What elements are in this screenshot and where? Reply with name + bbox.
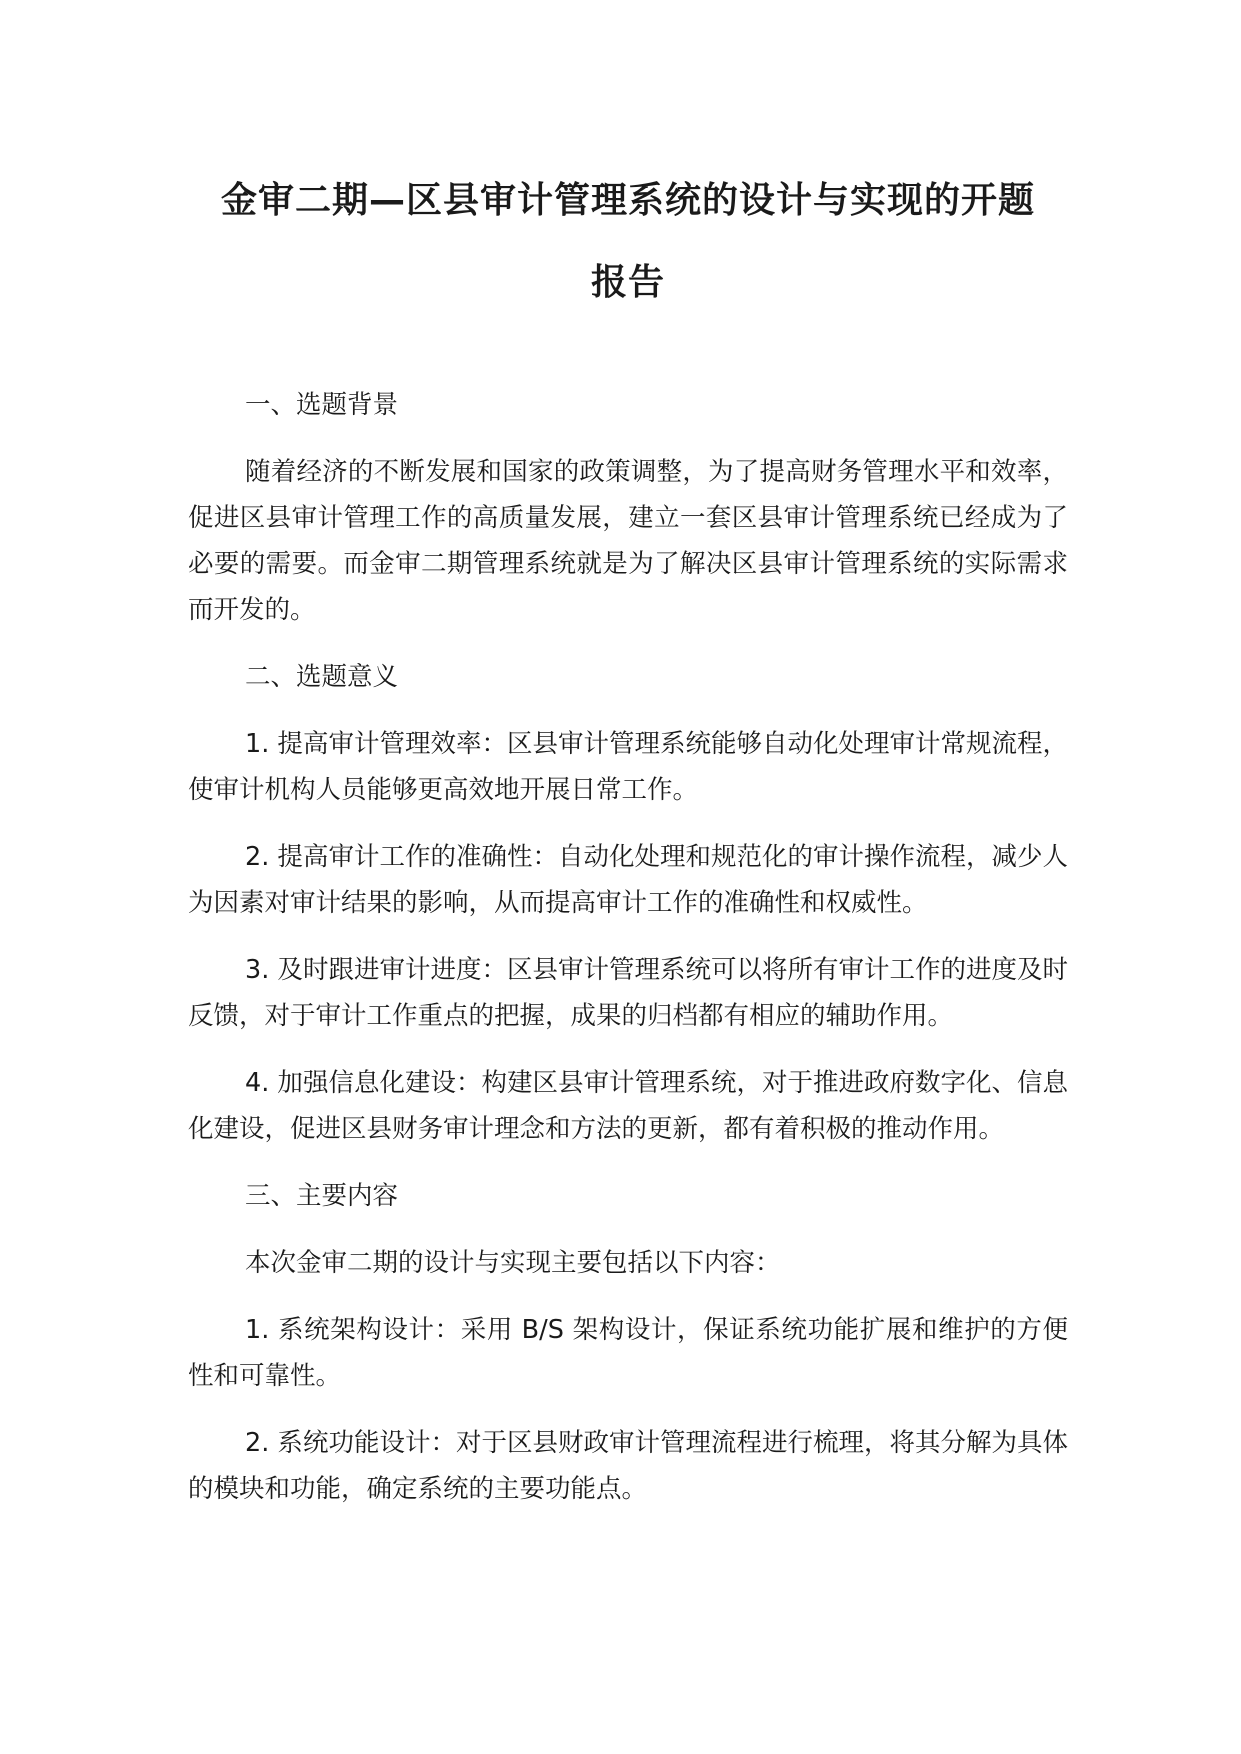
document-title [188,160,1068,324]
paragraph-significance-2: 2. 提高审计工作的准确性：自动化处理和规范化的审计操作流程，减少人为因素对审计结果的影响，从而提高审计工作的准确性和权威性。 [188,842,1068,918]
title-line-2: 报告 [590,262,665,303]
paragraph-significance-3: 3. 及时跟进审计进度：区县审计管理系统可以将所有审计工作的进度及时反馈，对于审计工作重点的把握，成果的归档都有相应的辅助作用。 [188,955,1068,1031]
document-body [188,382,1068,1512]
document-page [188,160,1068,1533]
title-line-1: 金审二期—区县审计管理系统的设计与实现的开题 [220,180,1035,221]
section-heading-background: 一、选题背景 [245,390,399,420]
paragraph-significance-4: 4. 加强信息化建设：构建区县审计管理系统，对于推进政府数字化、信息化建设，促进区县财务审计理念和方法的更新，都有着积极的推动作用。 [188,1068,1068,1144]
paragraph-significance-1: 1. 提高审计管理效率：区县审计管理系统能够自动化处理审计常规流程，使审计机构人员能够更高效地开展日常工作。 [188,729,1068,805]
paragraph-background: 随着经济的不断发展和国家的政策调整，为了提高财务管理水平和效率，促进区县审计管理工作的高质量发展，建立一套区县审计管理系统已经成为了必要的需要。而金审二期管理系统就是为了解决区县审计管理系统的实际需求而开发的。 [188,457,1068,625]
section-heading-significance: 二、选题意义 [245,662,399,692]
section-heading-main-content: 三、主要内容 [245,1181,399,1211]
paragraph-main-content-1: 1. 系统架构设计：采用 B/S 架构设计，保证系统功能扩展和维护的方便性和可靠性。 [188,1315,1068,1391]
paragraph-main-content-2: 2. 系统功能设计：对于区县财政审计管理流程进行梳理，将其分解为具体的模块和功能，确定系统的主要功能点。 [188,1428,1068,1504]
paragraph-main-content-intro: 本次金审二期的设计与实现主要包括以下内容： [245,1248,781,1278]
